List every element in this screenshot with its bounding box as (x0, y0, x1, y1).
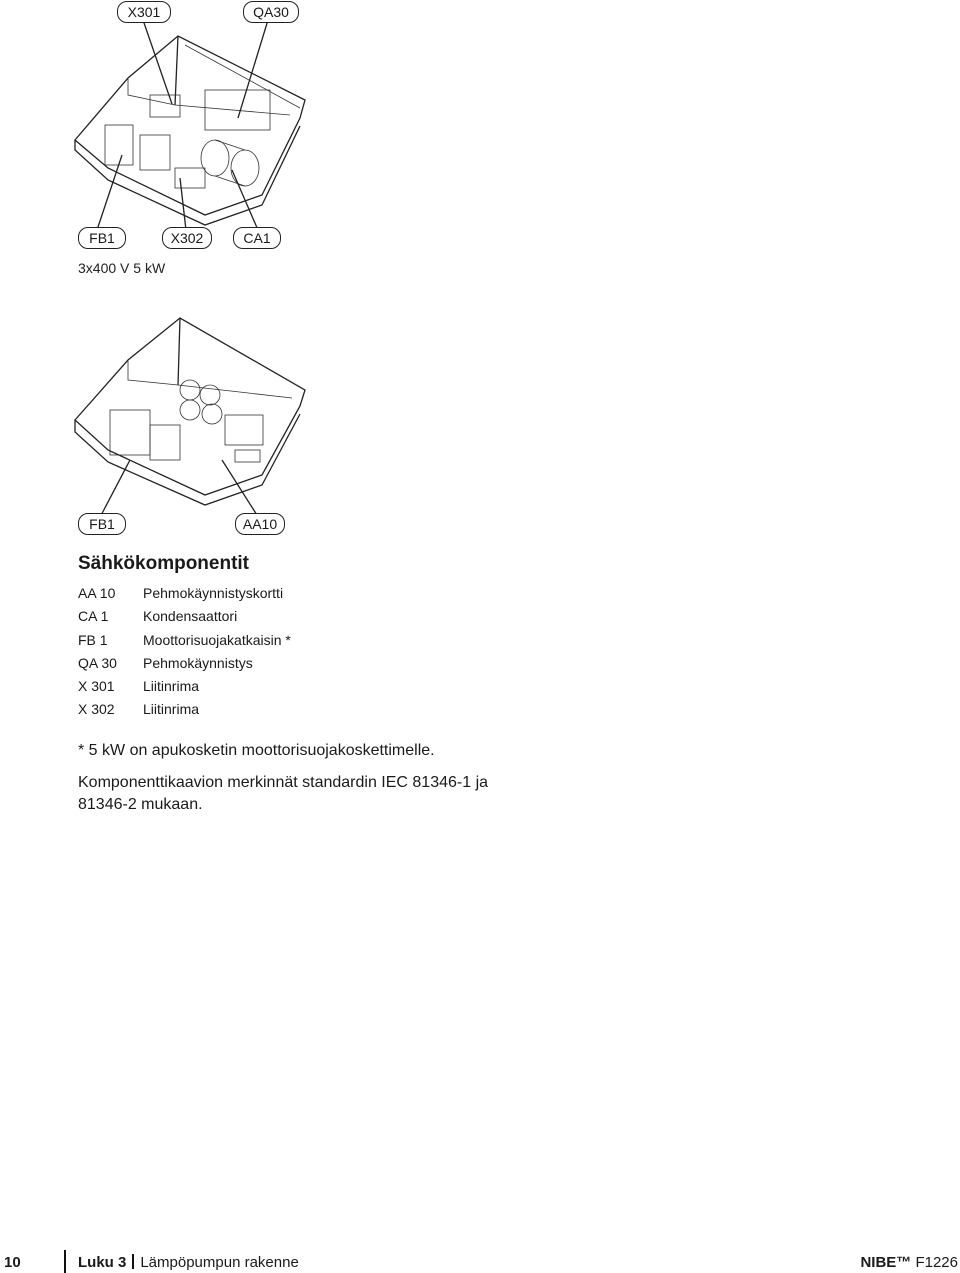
component-code: X 301 (78, 678, 115, 695)
figure-electrical-box-2 (0, 310, 320, 540)
electrical-box-drawing-2 (0, 310, 320, 540)
page-number: 10 (4, 1254, 21, 1271)
list-item (78, 675, 291, 698)
component-list (78, 582, 291, 722)
callout-fb1: FB1 (78, 227, 126, 249)
callout-aa10: AA10 (235, 513, 285, 535)
list-item (78, 605, 291, 628)
component-name: Pehmokäynnistyskortti (143, 585, 284, 601)
chapter-title: Lämpöpumpun rakenne (140, 1254, 299, 1271)
component-code: X 302 (78, 701, 115, 718)
footnote: * 5 kW on apukosketin moottorisuojakoskettimelle. (78, 742, 435, 759)
callout-x302: X302 (162, 227, 212, 249)
list-item (78, 652, 291, 675)
brand-name: NIBE™ (860, 1254, 912, 1271)
chapter-separator (132, 1254, 134, 1269)
callout-ca1: CA1 (233, 227, 281, 249)
component-name: Liitinrima (143, 701, 200, 718)
component-name: Moottorisuojakatkaisin * (143, 631, 291, 648)
footer-divider (64, 1250, 66, 1273)
figure-caption: 3x400 V 5 kW (78, 260, 166, 276)
component-name: Liitinrima (143, 678, 200, 695)
standard-note: Komponenttikaavion merkinnät standardin IEC 81346-1 ja 81346-2 mukaan. (78, 774, 489, 813)
callout-x301: X301 (117, 1, 171, 23)
component-code: CA 1 (78, 608, 109, 625)
chapter-heading (78, 1254, 299, 1271)
component-code: FB 1 (78, 631, 108, 648)
list-item (78, 698, 291, 721)
page-footer (0, 1250, 960, 1273)
list-item (78, 582, 291, 605)
component-name: Kondensaattori (143, 608, 238, 625)
brand-model (860, 1254, 958, 1271)
section-title: Sähkökomponentit (78, 553, 250, 574)
list-item (78, 629, 291, 652)
callout-fb1-2: FB1 (78, 513, 126, 535)
figure-electrical-box-3x400 (0, 0, 320, 280)
component-name: Pehmokäynnistys (143, 654, 253, 671)
component-code: AA 10 (78, 585, 116, 601)
callout-qa30: QA30 (243, 1, 299, 23)
model-name: F1226 (915, 1254, 958, 1271)
chapter-label: Luku 3 (78, 1254, 127, 1271)
component-code: QA 30 (78, 654, 117, 671)
